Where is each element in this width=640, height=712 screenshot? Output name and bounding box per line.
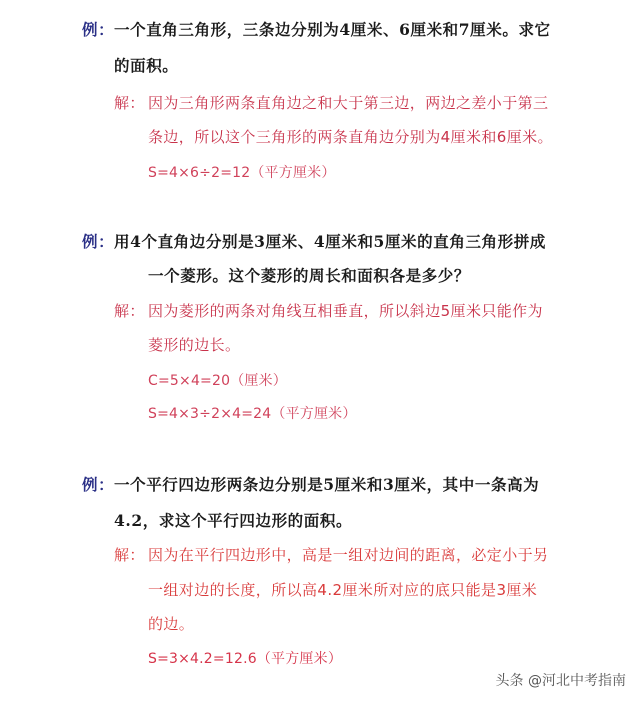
answer-line: 因为三角形两条直角边之和大于第三边，两边之差小于第三 (148, 94, 549, 112)
answer-line: 的边。 (148, 615, 195, 633)
question-line: 的面积。 (114, 56, 179, 75)
answer-label: 解： (114, 546, 145, 564)
formula-line: S=4×3÷2×4=24（平方厘米） (148, 406, 357, 422)
answer-line: 一组对边的长度，所以高4.2厘米所对应的底只能是3厘米 (148, 581, 538, 599)
answer-line: 条边，所以这个三角形的两条直角边分别为4厘米和6厘米。 (148, 128, 553, 146)
answer-line: 因为菱形的两条对角线互相垂直，所以斜边5厘米只能作为 (148, 302, 543, 320)
answer-label: 解： (114, 302, 145, 320)
example-label: 例： (82, 20, 115, 39)
question-line: 4.2，求这个平行四边形的面积。 (114, 511, 353, 530)
formula-line: S=4×6÷2=12（平方厘米） (148, 165, 336, 181)
example-label: 例： (82, 475, 115, 494)
watermark: 头条 @河北中考指南 (495, 673, 626, 689)
question-line: 一个直角三角形，三条边分别为4厘米、6厘米和7厘米。求它 (114, 20, 551, 39)
question-line: 用4个直角边分别是3厘米、4厘米和5厘米的直角三角形拼成 (114, 232, 546, 251)
example-label: 例： (82, 232, 115, 251)
formula-line: S=3×4.2=12.6（平方厘米） (148, 651, 343, 667)
formula-line: C=5×4=20（厘米） (148, 373, 287, 389)
answer-label: 解： (114, 94, 145, 112)
question-line: 一个菱形。这个菱形的周长和面积各是多少？ (148, 266, 471, 285)
answer-line: 因为在平行四边形中，高是一组对边间的距离，必定小于另 (148, 546, 549, 564)
answer-line: 菱形的边长。 (148, 336, 241, 354)
question-line: 一个平行四边形两条边分别是5厘米和3厘米，其中一条高为 (114, 475, 540, 494)
